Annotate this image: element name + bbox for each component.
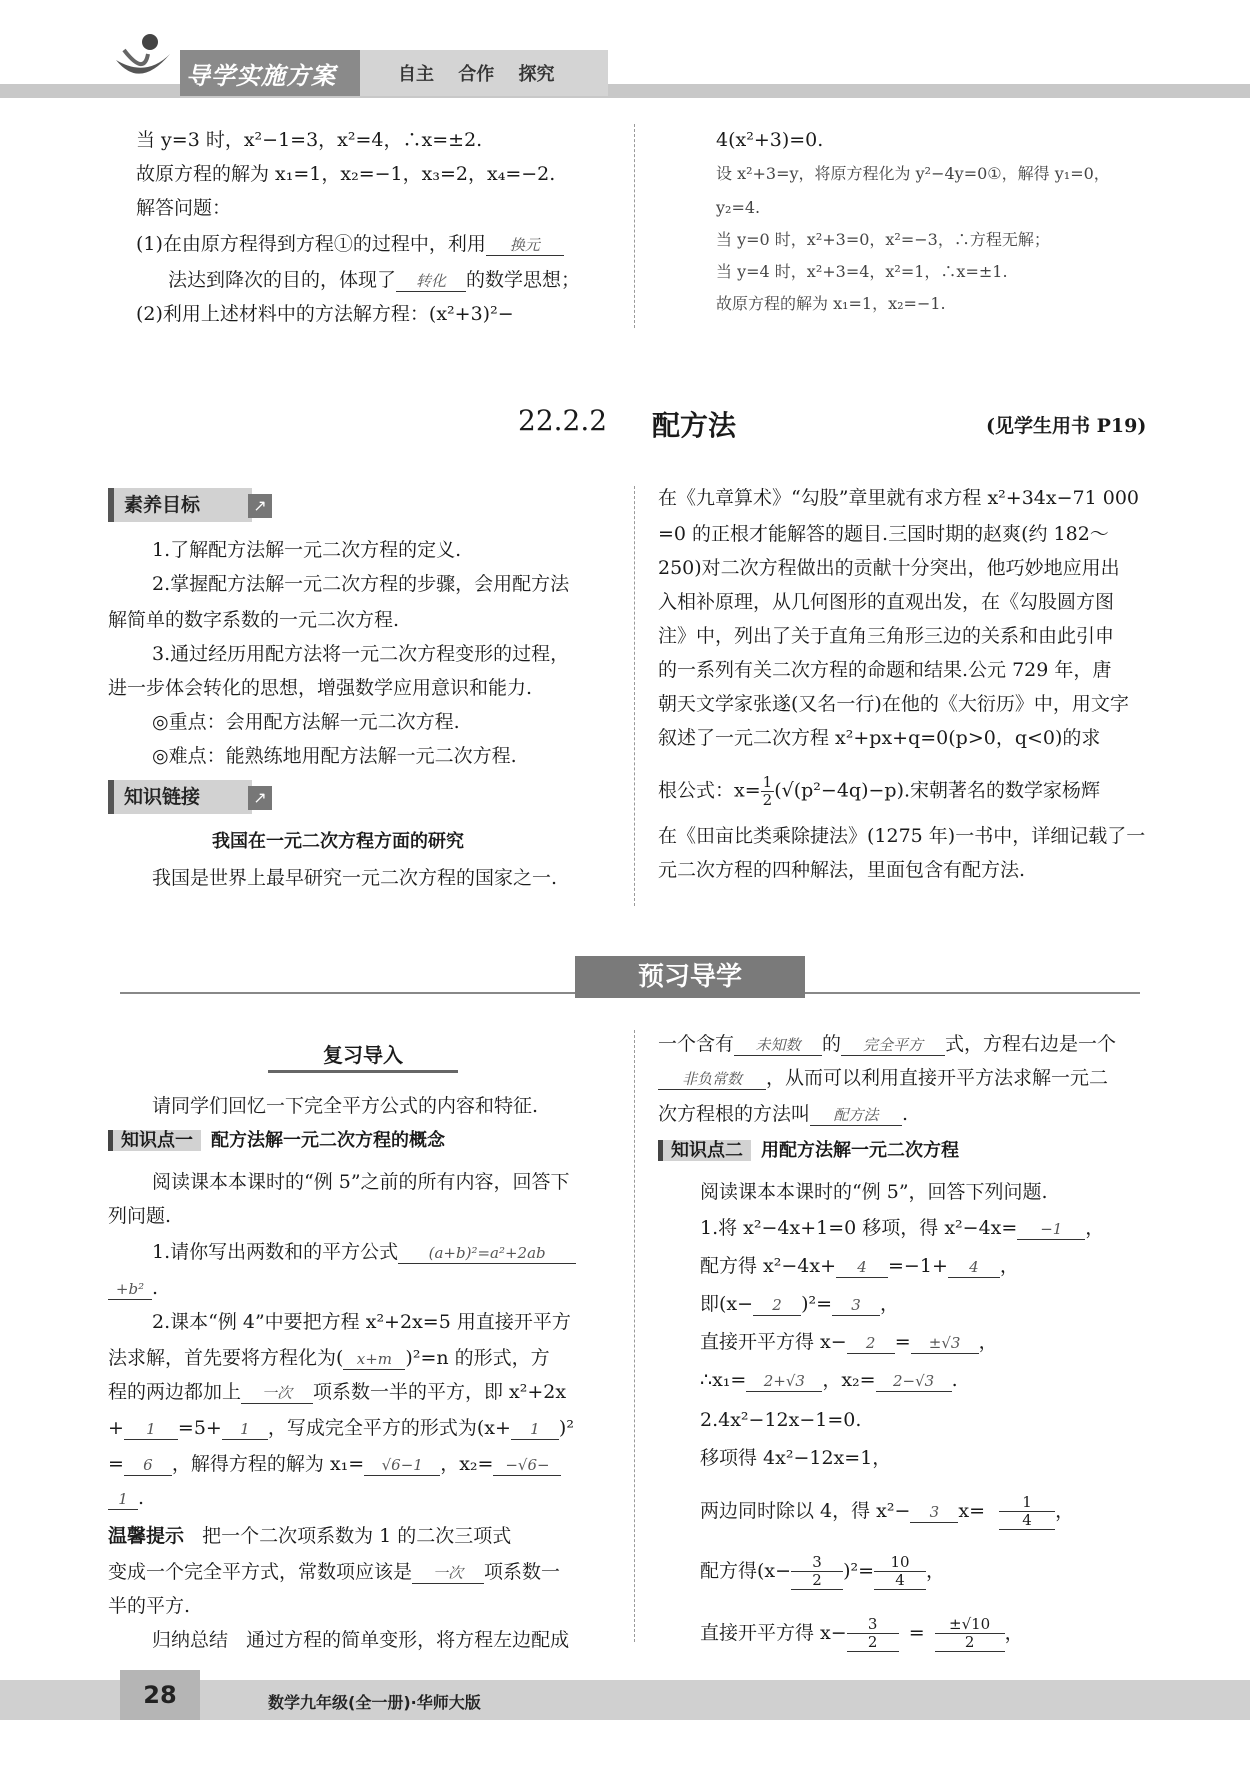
summary-label: 归纳总结	[152, 1629, 229, 1651]
question-text: 的数学思想；	[466, 269, 581, 291]
text-span: ，x₂=	[822, 1369, 876, 1391]
link-title: 我国在一元二次方程方面的研究	[212, 831, 464, 852]
text-span: 配方得 x²−4x+	[700, 1255, 837, 1277]
answer-blank: 非负常数	[658, 1069, 766, 1090]
text-line: 故原方程的解为 x₁=1，x₂=−1.	[716, 294, 946, 313]
answer-blank: 2−√3	[876, 1371, 952, 1392]
column-divider	[634, 1030, 635, 1642]
section-reference: (见学生用书 P19)	[986, 415, 1147, 437]
text-line: 元二次方程的四种解法，里面包含有配方法.	[658, 859, 1026, 881]
answer-blank: 完全平方	[841, 1035, 945, 1056]
text-line: 当 y=4 时，x²+3=4，x²=1，∴x=±1.	[716, 262, 1008, 281]
text-line: 列问题.	[108, 1205, 172, 1227]
text-line: ◎重点：会用配方法解一元二次方程.	[152, 711, 460, 733]
text-line: 移项得 4x²−12x=1，	[700, 1447, 892, 1469]
question-text: )²=n 的形式，方	[405, 1347, 550, 1369]
answer-fraction	[847, 1616, 899, 1652]
text-line: 入相补原理，从几何图形的直观出发，在《勾股圆方图	[658, 591, 1115, 613]
answer-blank: 4	[948, 1257, 1000, 1278]
answer-blank: 一次	[412, 1563, 484, 1584]
fraction-numerator: 3	[847, 1616, 899, 1634]
text-line	[168, 268, 580, 292]
text-line: 当 y=0 时，x²+3=0，x²=−3，∴方程无解；	[716, 230, 1050, 249]
text-line	[108, 1380, 566, 1404]
text-line: 解答问题：	[136, 197, 232, 219]
text-line: 注》中，列出了关于直角三角形三边的关系和由此引申	[658, 625, 1115, 647]
question-text: 项系数一半的平方，即 x²+2x	[313, 1381, 567, 1403]
answer-blank: x+m	[343, 1349, 405, 1370]
kp2-heading	[658, 1138, 959, 1164]
tip-line: 半的平方.	[108, 1595, 191, 1617]
text-line: 解简单的数字系数的一元二次方程.	[108, 609, 400, 631]
text-line	[658, 1102, 908, 1126]
text-line: 阅读课本本课时的“例 5”之前的所有内容，回答下	[152, 1171, 570, 1193]
question-text: +	[108, 1417, 124, 1439]
question-text: 法求解，首先要将方程化为(	[108, 1347, 344, 1369]
kp2-title: 用配方法解一元二次方程	[761, 1140, 959, 1161]
question-text: =5+	[177, 1417, 222, 1439]
review-title: 复习导入	[268, 1040, 458, 1073]
answer-blank: −√6−	[493, 1455, 561, 1476]
text-line: 即(x− 2 )²= 3 ，	[700, 1293, 900, 1315]
answer-blank: 3	[832, 1295, 880, 1316]
text-span: ，从而可以利用直接开平方法求解一元二	[766, 1067, 1109, 1089]
text-span: =−1+	[888, 1255, 948, 1277]
question-text: .	[138, 1487, 145, 1509]
answer-blank: 转化	[396, 271, 466, 292]
text-line: 250)对二次方程做出的贡献十分突出，他巧妙地应用出	[658, 557, 1120, 579]
text-line: 的一系列有关二次方程的命题和结果.公元 729 年，唐	[658, 659, 1112, 681]
question-text: ，写成完全平方的形式为(x+	[267, 1417, 511, 1439]
answer-fraction	[791, 1554, 843, 1590]
column-divider	[634, 124, 635, 328]
formula-text: (√(p²−4q)−p).宋朝著名的数学家杨辉	[774, 779, 1101, 802]
answer-fraction	[935, 1616, 1005, 1652]
text-line: 直接开平方得 x− $\frac{3}{2}$ = $\frac{\pm√10}{2}$ ，	[700, 1615, 1024, 1651]
answer-blank: 1	[124, 1419, 178, 1440]
kp1-heading	[108, 1128, 445, 1154]
text-line	[136, 232, 564, 256]
fraction-numerator: 1	[999, 1494, 1055, 1512]
answer-blank: 配方法	[810, 1105, 902, 1126]
text-span: 即(x−	[700, 1293, 754, 1315]
text-line: 1.将 x²−4x+1=0 移项，得 x²−4x= −1 ，	[700, 1217, 1105, 1239]
kp1-badge: 知识点一	[108, 1130, 201, 1151]
question-text: ，解得方程的解为 x₁=	[171, 1453, 365, 1475]
answer-blank: 2	[847, 1333, 895, 1354]
summary-text: 通过方程的简单变形，将方程左边配成	[246, 1629, 570, 1651]
column-divider	[634, 486, 635, 906]
arrow-icon: ↗	[248, 786, 272, 810]
text-span: 直接开平方得 x−	[700, 1622, 847, 1644]
answer-blank: 1	[108, 1489, 138, 1510]
answer-blank: 换元	[486, 235, 564, 256]
answer-blank: 2	[753, 1295, 801, 1316]
link-label: 知识链接	[108, 780, 252, 814]
text-span: 式，方程右边是一个	[945, 1033, 1117, 1055]
fraction-denominator: 2	[867, 1633, 878, 1651]
answer-blank: ±√3	[911, 1333, 979, 1354]
book-title: 数学九年级(全一册)·华师大版	[268, 1693, 481, 1712]
text-line: 4(x²+3)=0.	[716, 129, 824, 151]
text-line: 两边同时除以 4，得 x²− 3 x= $\frac{1}{4}$ ，	[700, 1493, 1075, 1529]
arrow-icon: ↗	[248, 494, 272, 518]
formula-text: 根公式：x=	[658, 779, 761, 802]
section-name: 配方法	[652, 409, 737, 442]
fraction-numerator: 10	[874, 1554, 926, 1572]
text-line: 我国是世界上最早研究一元二次方程的国家之一.	[152, 867, 558, 889]
section-number: 22.2.2	[518, 404, 608, 437]
fraction-denominator: 2	[762, 791, 773, 809]
text-span: =	[908, 1622, 925, 1644]
question-text: 程的两边都加上	[108, 1381, 242, 1403]
fraction-numerator: 1	[762, 773, 773, 791]
answer-blank: 3	[910, 1502, 958, 1523]
answer-blank: 1	[222, 1419, 268, 1440]
text-span: 1.将 x²−4x+1=0 移项，得 x²−4x=	[700, 1217, 1018, 1239]
answer-fraction	[999, 1494, 1055, 1530]
text-span: 配方得(x−	[700, 1560, 792, 1582]
answer-blank: +b²	[108, 1279, 152, 1300]
text-line: 2.4x²−12x−1=0.	[700, 1409, 862, 1431]
text-line: 2.掌握配方法解一元二次方程的步骤，会用配方法	[152, 573, 570, 595]
kp1-title: 配方法解一元二次方程的概念	[211, 1130, 445, 1151]
text-line: 当 y=3 时，x²−1=3，x²=4，∴x=±2.	[136, 129, 483, 151]
answer-blank: √6−1	[364, 1455, 440, 1476]
fraction-denominator: 2	[812, 1571, 822, 1589]
tip-text: 把一个二次项系数为 1 的二次三项式	[202, 1525, 512, 1547]
tip-label: 温馨提示	[108, 1525, 185, 1547]
fraction-denominator: 4	[1022, 1511, 1032, 1529]
text-line: 配方得 x²−4x+ 4 =−1+ 4 ，	[700, 1255, 1019, 1277]
fraction-denominator: 2	[964, 1633, 975, 1651]
answer-fraction	[874, 1554, 926, 1590]
text-line: 在《九章算术》“勾股”章里就有求方程 x²+34x−71 000	[658, 487, 1140, 509]
text-span: ∴x₁=	[700, 1369, 747, 1391]
question-text: ，x₂=	[440, 1453, 494, 1475]
text-span: 一个含有	[658, 1033, 735, 1055]
header-title: 导学实施方案	[186, 62, 336, 90]
text-span: =	[894, 1331, 911, 1353]
text-line: 2.课本“例 4”中要把方程 x²+2x=5 用直接开平方	[152, 1311, 571, 1333]
text-line: 配方得(x− $\frac{3}{2}$ )²= $\frac{10}{4}$ ，	[700, 1553, 946, 1589]
answer-blank: 6	[124, 1455, 172, 1476]
kp2-badge: 知识点二	[658, 1140, 751, 1161]
text-span: 两边同时除以 4，得 x²−	[700, 1500, 911, 1522]
answer-blank: −1	[1017, 1219, 1085, 1240]
header-tags: 自主 合作 探究	[398, 64, 555, 85]
tip-line	[108, 1560, 560, 1584]
question-text: )²	[558, 1417, 574, 1439]
text-line	[108, 1452, 561, 1476]
text-line: 设 x²+3=y，将原方程化为 y²−4y=0①，解得 y₁=0，	[716, 164, 1110, 183]
preview-label: 预习导学	[575, 956, 805, 998]
text-line: 进一步体会转化的思想，增强数学应用意识和能力.	[108, 677, 533, 699]
text-span: )²=	[801, 1293, 833, 1315]
text-line	[658, 1032, 1116, 1056]
text-line: 直接开平方得 x− 2 = ±√3 ，	[700, 1331, 998, 1353]
text-line: 3.通过经历用配方法将一元二次方程变形的过程，	[152, 643, 570, 665]
text-span: 次方程根的方法叫	[658, 1103, 811, 1125]
text-line	[108, 1346, 550, 1370]
answer-blank: 一次	[241, 1383, 313, 1404]
text-line: 叙述了一元二次方程 x²+px+q=0(p>0，q<0)的求	[658, 727, 1101, 749]
text-line: ∴x₁= 2+√3 ，x₂= 2−√3 .	[700, 1369, 958, 1391]
text-line	[108, 1416, 574, 1440]
tip-line	[108, 1524, 511, 1548]
question-text: =	[108, 1453, 124, 1475]
text-span: 的	[822, 1033, 842, 1055]
fraction	[761, 774, 775, 809]
text-line: 在《田亩比类乘除捷法》(1275 年)一书中，详细记载了一	[658, 825, 1146, 847]
text-line	[108, 1486, 144, 1510]
logo-icon	[110, 30, 176, 94]
text-line: 请同学们回忆一下完全平方公式的内容和特征.	[152, 1095, 539, 1117]
tip-text: 变成一个完全平方式，常数项应该是	[108, 1561, 413, 1583]
text-span: )²=	[843, 1560, 875, 1582]
question-text: 法达到降次的目的，体现了	[168, 269, 397, 291]
goals-label: 素养目标	[108, 488, 252, 522]
answer-blank: 4	[836, 1257, 888, 1278]
text-span: x=	[958, 1500, 986, 1522]
question-text: .	[152, 1277, 159, 1299]
fraction-denominator: 4	[895, 1571, 905, 1589]
text-line	[658, 774, 1100, 809]
text-line	[658, 1066, 1108, 1090]
answer-blank: 未知数	[734, 1035, 822, 1056]
text-line	[108, 1276, 158, 1300]
text-line: (2)利用上述材料中的方法解方程：(x²+3)²−	[136, 303, 514, 325]
text-line: 1.了解配方法解一元二次方程的定义.	[152, 539, 462, 561]
page-number: 28	[120, 1670, 200, 1720]
text-line: 阅读课本本课时的“例 5”，回答下列问题.	[700, 1181, 1048, 1203]
text-line	[152, 1240, 576, 1264]
text-line: 朝天文学家张遂(又名一行)在他的《大衍历》中，用文字	[658, 693, 1129, 715]
text-line: 故原方程的解为 x₁=1，x₂=−1，x₃=2，x₄=−2.	[136, 163, 556, 185]
text-line: ◎难点：能熟练地用配方法解一元二次方程.	[152, 745, 517, 767]
tip-text: 项系数一	[484, 1561, 561, 1583]
question-text: 1.请你写出两数和的平方公式	[152, 1241, 399, 1263]
text-span: 直接开平方得 x−	[700, 1331, 847, 1353]
answer-blank: 1	[511, 1419, 559, 1440]
fraction-numerator: ±√10	[935, 1616, 1005, 1634]
answer-blank: 2+√3	[746, 1371, 822, 1392]
text-line: y₂=4.	[716, 198, 761, 217]
answer-blank: (a+b)²=a²+2ab	[398, 1243, 576, 1264]
text-line: =0 的正根才能解答的题目.三国时期的赵爽(约 182～	[658, 523, 1109, 545]
fraction-numerator: 3	[791, 1554, 843, 1572]
text-span: .	[902, 1103, 909, 1125]
summary-line	[152, 1628, 569, 1652]
question-text: (1)在由原方程得到方程①的过程中，利用	[136, 233, 486, 255]
